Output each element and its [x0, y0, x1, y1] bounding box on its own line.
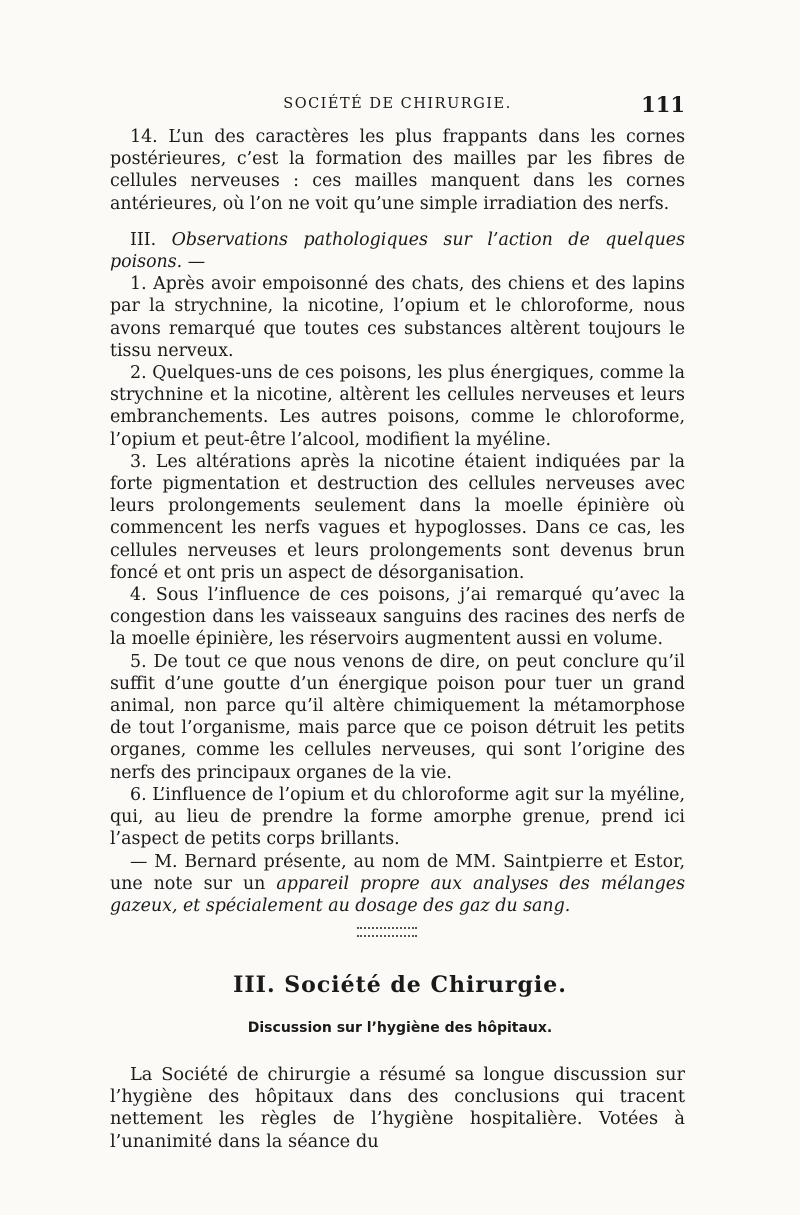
page-header	[110, 92, 685, 120]
observations-heading-title: Observations pathologiques sur l’action de quelques poisons.	[110, 229, 685, 273]
section-title: III. Société de Chirurgie.	[233, 972, 567, 998]
bernard-paragraph	[110, 851, 685, 918]
body-text	[110, 126, 685, 917]
bernard-intro: — M. Bernard présente, au nom de MM. Saintpierre et Estor, une note sur un	[110, 851, 685, 894]
section-subtitle: Discussion sur l’hygiène des hôpitaux.	[247, 1020, 553, 1036]
observations-heading	[110, 229, 685, 273]
paragraph-14: 14. L’un des caractères les plus frappants dans les cornes postérieures, c’est la formation des mailles par les fibres de cellules nerveuses : ces mailles manquent dans les cornes antérieures, où l’on ne voit qu’une simple irradiation des nerfs.	[110, 127, 685, 214]
paragraph-6: 6. L’influence de l’opium et du chloroforme agit sur la myéline, qui, au lieu de prendre la forme amorphe grenue, prend ici l’aspect de petits corps brillants.	[110, 784, 685, 850]
observations-heading-number: III.	[130, 229, 157, 250]
paragraph-3: 3. Les altérations après la nicotine étaient indiquées par la forte pigmentation et destruction des cellules nerveuses avec leurs prolongements seulement dans la moelle épinière où commencent les nerfs vagues et hypoglosses. Dans ce cas, les cellules nerveuses et leurs prolongements sont devenus brun foncé et ont pris un aspect de désorganisation.	[110, 451, 685, 583]
paragraph-gap	[110, 215, 685, 229]
observations-heading-dash: —	[182, 252, 206, 273]
paragraph-4: 4. Sous l’influence de ces poisons, j’ai remarqué qu’avec la congestion dans les vaisseaux sanguins des racines des nerfs de la moelle épinière, les réservoirs augmentent aussi en volume.	[110, 585, 685, 650]
closing-paragraph: La Société de chirurgie a résumé sa longue discussion sur l’hygiène des hôpitaux dans des conclusions qui tracent nettement les règles de l’hygiène hospitalière. Votées à l’unanimité dans la séance du	[110, 1064, 685, 1152]
running-title: SOCIÉTÉ DE CHIRURGIE.	[283, 96, 512, 112]
section-separator	[357, 927, 417, 937]
paragraph-2: 2. Quelques-uns de ces poisons, les plus énergiques, comme la strychnine et la nicotine, altèrent les cellules nerveuses et leurs embranchements. Les autres poisons, comme le chloroforme, l’opium et peut-être l’alcool, modifient la myéline.	[110, 363, 685, 450]
bernard-italic: appareil propre aux analyses des mélanges gazeux, et spécialement au dosage des gaz du sang.	[110, 873, 685, 916]
page-number: 111	[641, 92, 685, 117]
paragraph-5: 5. De tout ce que nous venons de dire, on peut conclure qu’il suffit d’une goutte d’un énergique poison pour tuer un grand animal, non parce qu’il altère chimiquement la métamorphose de tout l’organisme, mais parce que ce poison détruit les petits organes, comme les cellules nerveuses, qui sont l’origine des nerfs des principaux organes de la vie.	[110, 651, 685, 783]
paragraph-1: 1. Après avoir empoisonné des chats, des chiens et des lapins par la strychnine, la nicotine, l’opium et le chloroforme, nous avons remarqué que toutes ces substances altèrent toujours le tissu nerveux.	[110, 274, 685, 361]
